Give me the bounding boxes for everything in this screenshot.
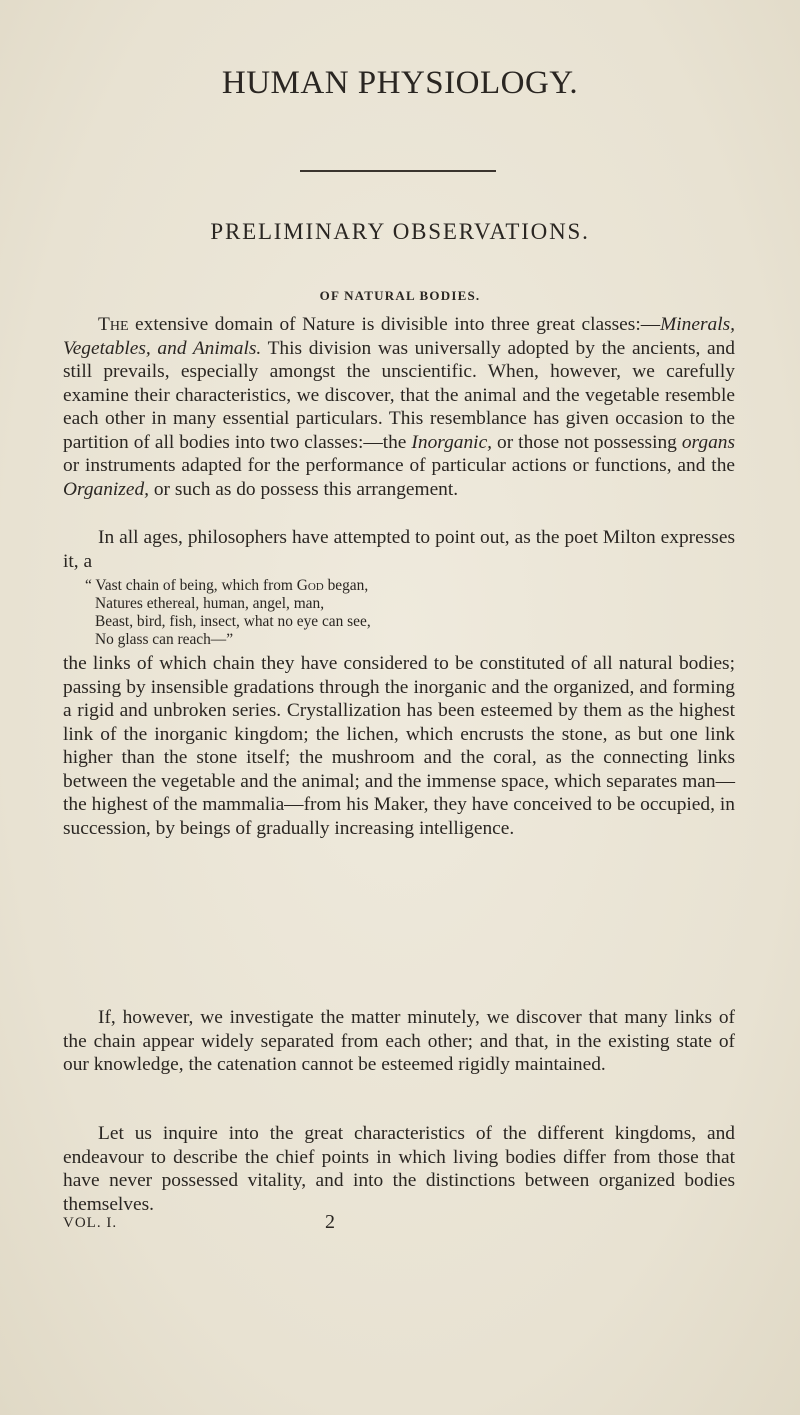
paragraph-1-organized: Organized, <box>63 478 149 500</box>
paragraph-1-text-a: extensive domain of Nature is divisible into three great classes:— <box>128 314 661 335</box>
paragraph-1-lead-in: The <box>98 314 129 335</box>
quote-line-3: Beast, bird, fish, insect, what no eye can see, <box>95 613 371 630</box>
title-divider-rule <box>300 170 496 172</box>
quote-line-2: Natures ethereal, human, angel, man, <box>95 595 325 612</box>
quote-line-1 <box>85 577 745 595</box>
sheet-number: 2 <box>325 1211 335 1233</box>
quote-line-4: No glass can reach—” <box>95 631 234 648</box>
quote-line-1-a: “ Vast chain of being, which from <box>85 577 297 594</box>
chapter-subtitle: PRELIMINARY OBSERVATIONS. <box>210 219 590 244</box>
paragraph-1-classes: Minerals, Vegetables, and Animals. <box>63 314 735 359</box>
paragraph-2: In all ages, philosophers have attempted to point out, as the poet Milton expresses it, a <box>63 527 735 572</box>
page-footer <box>63 1211 363 1237</box>
paragraph-3: the links of which chain they have considered to be constituted of all natural bodies; passing by insensible gradations through the inorganic and the organized, and forming a rigid and unbroken series. Crystallization has been esteemed by them as the highest link of the inorganic kingdom; the lichen, which encrusts the stone, as but one link higher than the stone itself; the mushroom and the coral, as the connecting links between the vegetable and the animal; and the immense space, which separates man—the highest of the mammalia—from his Maker, they have conceived to be occupied, in succession, by beings of gradually increasing intelligence. <box>63 653 735 839</box>
quote-line-1-b: began, <box>323 577 369 594</box>
paragraph-1-inorganic: Inorganic, <box>411 431 493 453</box>
paragraph-1-text-e: or such as do possess this arrangement. <box>149 478 459 500</box>
paragraph-1-text-d: or instruments adapted for the performance of particular actions or functions, and the <box>63 455 735 476</box>
paragraph-1 <box>63 313 735 501</box>
section-heading: OF NATURAL BODIES. <box>319 288 481 303</box>
paragraph-1-text-c: or those not possessing <box>492 431 682 453</box>
volume-signature: VOL. I. <box>63 1215 118 1231</box>
paragraph-1-organs: organs <box>681 431 736 453</box>
quote-line-1-god: God <box>296 577 324 594</box>
paragraph-5: Let us inquire into the great characteristics of the different kingdoms, and endeavour to describe the chief points in which living bodies differ from those that have never possessed vitality, and into the distinctions between organized bodies themselves. <box>63 1123 735 1215</box>
page-title: HUMAN PHYSIOLOGY. <box>221 65 579 101</box>
paragraph-1-text-b: This division was universally adopted by the ancients, and still prevails, especially amongst the unscientific. When, however, we carefully examine their characteristics, we discover, that the animal and the vegetable resemble each other in many essential particulars. This resemblance has given occasion to the partition of all bodies into two classes:—the <box>63 337 735 453</box>
paragraph-4: If, however, we investigate the matter minutely, we discover that many links of the chain appear widely separated from each other; and that, in the existing state of our knowledge, the catenation cannot be esteemed rigidly maintained. <box>63 1007 735 1075</box>
milton-quote <box>85 577 745 649</box>
